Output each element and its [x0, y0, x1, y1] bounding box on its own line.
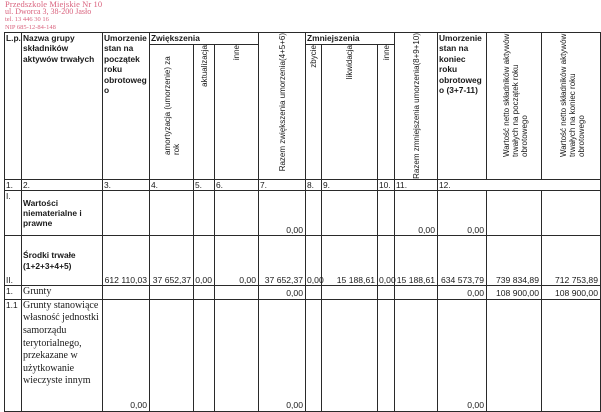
col-number: 6. — [215, 179, 259, 190]
col-number: 9. — [322, 179, 378, 190]
col-number: 1. — [5, 179, 22, 190]
col-number: 2. — [22, 179, 103, 190]
cell-value: 37 652,37 — [259, 236, 306, 286]
row-lp: II. — [5, 236, 22, 286]
cell-value: 712 753,89 — [542, 236, 601, 286]
umorzenie-end-header: Umorzenie stan na koniec roku obrotoweg o (3+7-11) — [438, 33, 487, 180]
cell-value: 612 110,03 — [103, 236, 150, 286]
table-row — [5, 191, 601, 236]
col-number: 8. — [306, 179, 322, 190]
col-number: 3. — [103, 179, 150, 190]
zmniejszenia-header: Zmniejszenia — [306, 33, 395, 45]
cell-value: 0,00 — [306, 236, 322, 286]
cell-value: 37 652,37 — [150, 236, 194, 286]
cell-value: 0,00 — [395, 191, 438, 236]
cell-value: 15 188,61 — [395, 236, 438, 286]
stamp — [5, 0, 130, 30]
razem-zmniejszenia-header: Razem zmniejszenia umorzenia(8+9+10) — [395, 33, 438, 180]
cell-value: 0,00 — [259, 286, 306, 300]
cell-value: 634 573,79 — [438, 236, 487, 286]
netto-start-header: Wartość netto składników aktywów trwałych na początek roku obrotowego — [487, 33, 542, 180]
row-lp: I. — [5, 191, 22, 236]
column-numbers-row — [5, 179, 601, 190]
inne-header: inne — [215, 45, 259, 180]
row-name: Grunty stanowiące własność jednostki samorządu terytorialnego, przekazane w użytkowanie wieczyste innym — [22, 299, 103, 411]
netto-end-header: Wartość netto składników aktywów trwałych na koniec roku obrotowego — [542, 33, 601, 180]
zwiekszenia-header: Zwiększenia — [150, 33, 259, 45]
col-number: 12. — [438, 179, 601, 190]
row-lp: 1.1 — [5, 299, 22, 411]
razem-zwiekszenia-header: Razem zwiększenia umorzenia(4+5+6) — [259, 33, 306, 180]
col-number: 4. — [150, 179, 194, 190]
lp-header: L.p. — [5, 33, 22, 180]
col-number: 11. — [395, 179, 438, 190]
cell-value: 0,00 — [438, 286, 487, 300]
table-row — [5, 286, 601, 300]
table-row — [5, 299, 601, 411]
depreciation-table — [4, 32, 601, 412]
cell-value: 0,00 — [215, 236, 259, 286]
table-row — [5, 236, 601, 286]
cell-value: 15 188,61 — [322, 236, 378, 286]
col-number: 10. — [378, 179, 395, 190]
col-number: 7. — [259, 179, 306, 190]
likwidacja-header: likwidacja — [322, 45, 378, 180]
cell-value: 0,00 — [438, 191, 487, 236]
umorzenie-start-header: Umorzenie stan na początek roku obrotoweg o — [103, 33, 150, 180]
cell-value: 0,00 — [103, 299, 150, 411]
cell-value: 108 900,00 — [487, 286, 542, 300]
cell-value: 0,00 — [259, 191, 306, 236]
name-header: Nazwa grupy składników aktywów trwałych — [22, 33, 103, 180]
amortyzacja-header: amortyzacja (umorzenie) za rok — [150, 45, 194, 180]
aktualizacja-header: aktualizacja — [194, 45, 215, 180]
cell-value: 0,00 — [259, 299, 306, 411]
cell-value: 108 900,00 — [542, 286, 601, 300]
stamp-line: NIP 685-12-84-148 — [5, 24, 56, 31]
inne-header: inne — [378, 45, 395, 180]
cell-value: 0,00 — [194, 236, 215, 286]
row-name: Grunty — [22, 286, 103, 300]
cell-value: 739 834,89 — [487, 236, 542, 286]
cell-value: 0,00 — [438, 299, 487, 411]
row-name: Środki trwałe (1+2+3+4+5) — [22, 236, 103, 286]
zbycie-header: zbycie — [306, 45, 322, 180]
cell-value: 0,00 — [378, 236, 395, 286]
row-name: Wartości niematerialne i prawne — [22, 191, 103, 236]
row-lp: 1. — [5, 286, 22, 300]
stamp-line: Przedszkole Miejskie Nr 10 — [5, 0, 103, 9]
col-number: 5. — [194, 179, 215, 190]
stamp-line: tel. 13 446 30 16 — [5, 16, 49, 23]
stamp-line: ul. Dworca 3, 38-200 Jasło — [5, 7, 92, 16]
